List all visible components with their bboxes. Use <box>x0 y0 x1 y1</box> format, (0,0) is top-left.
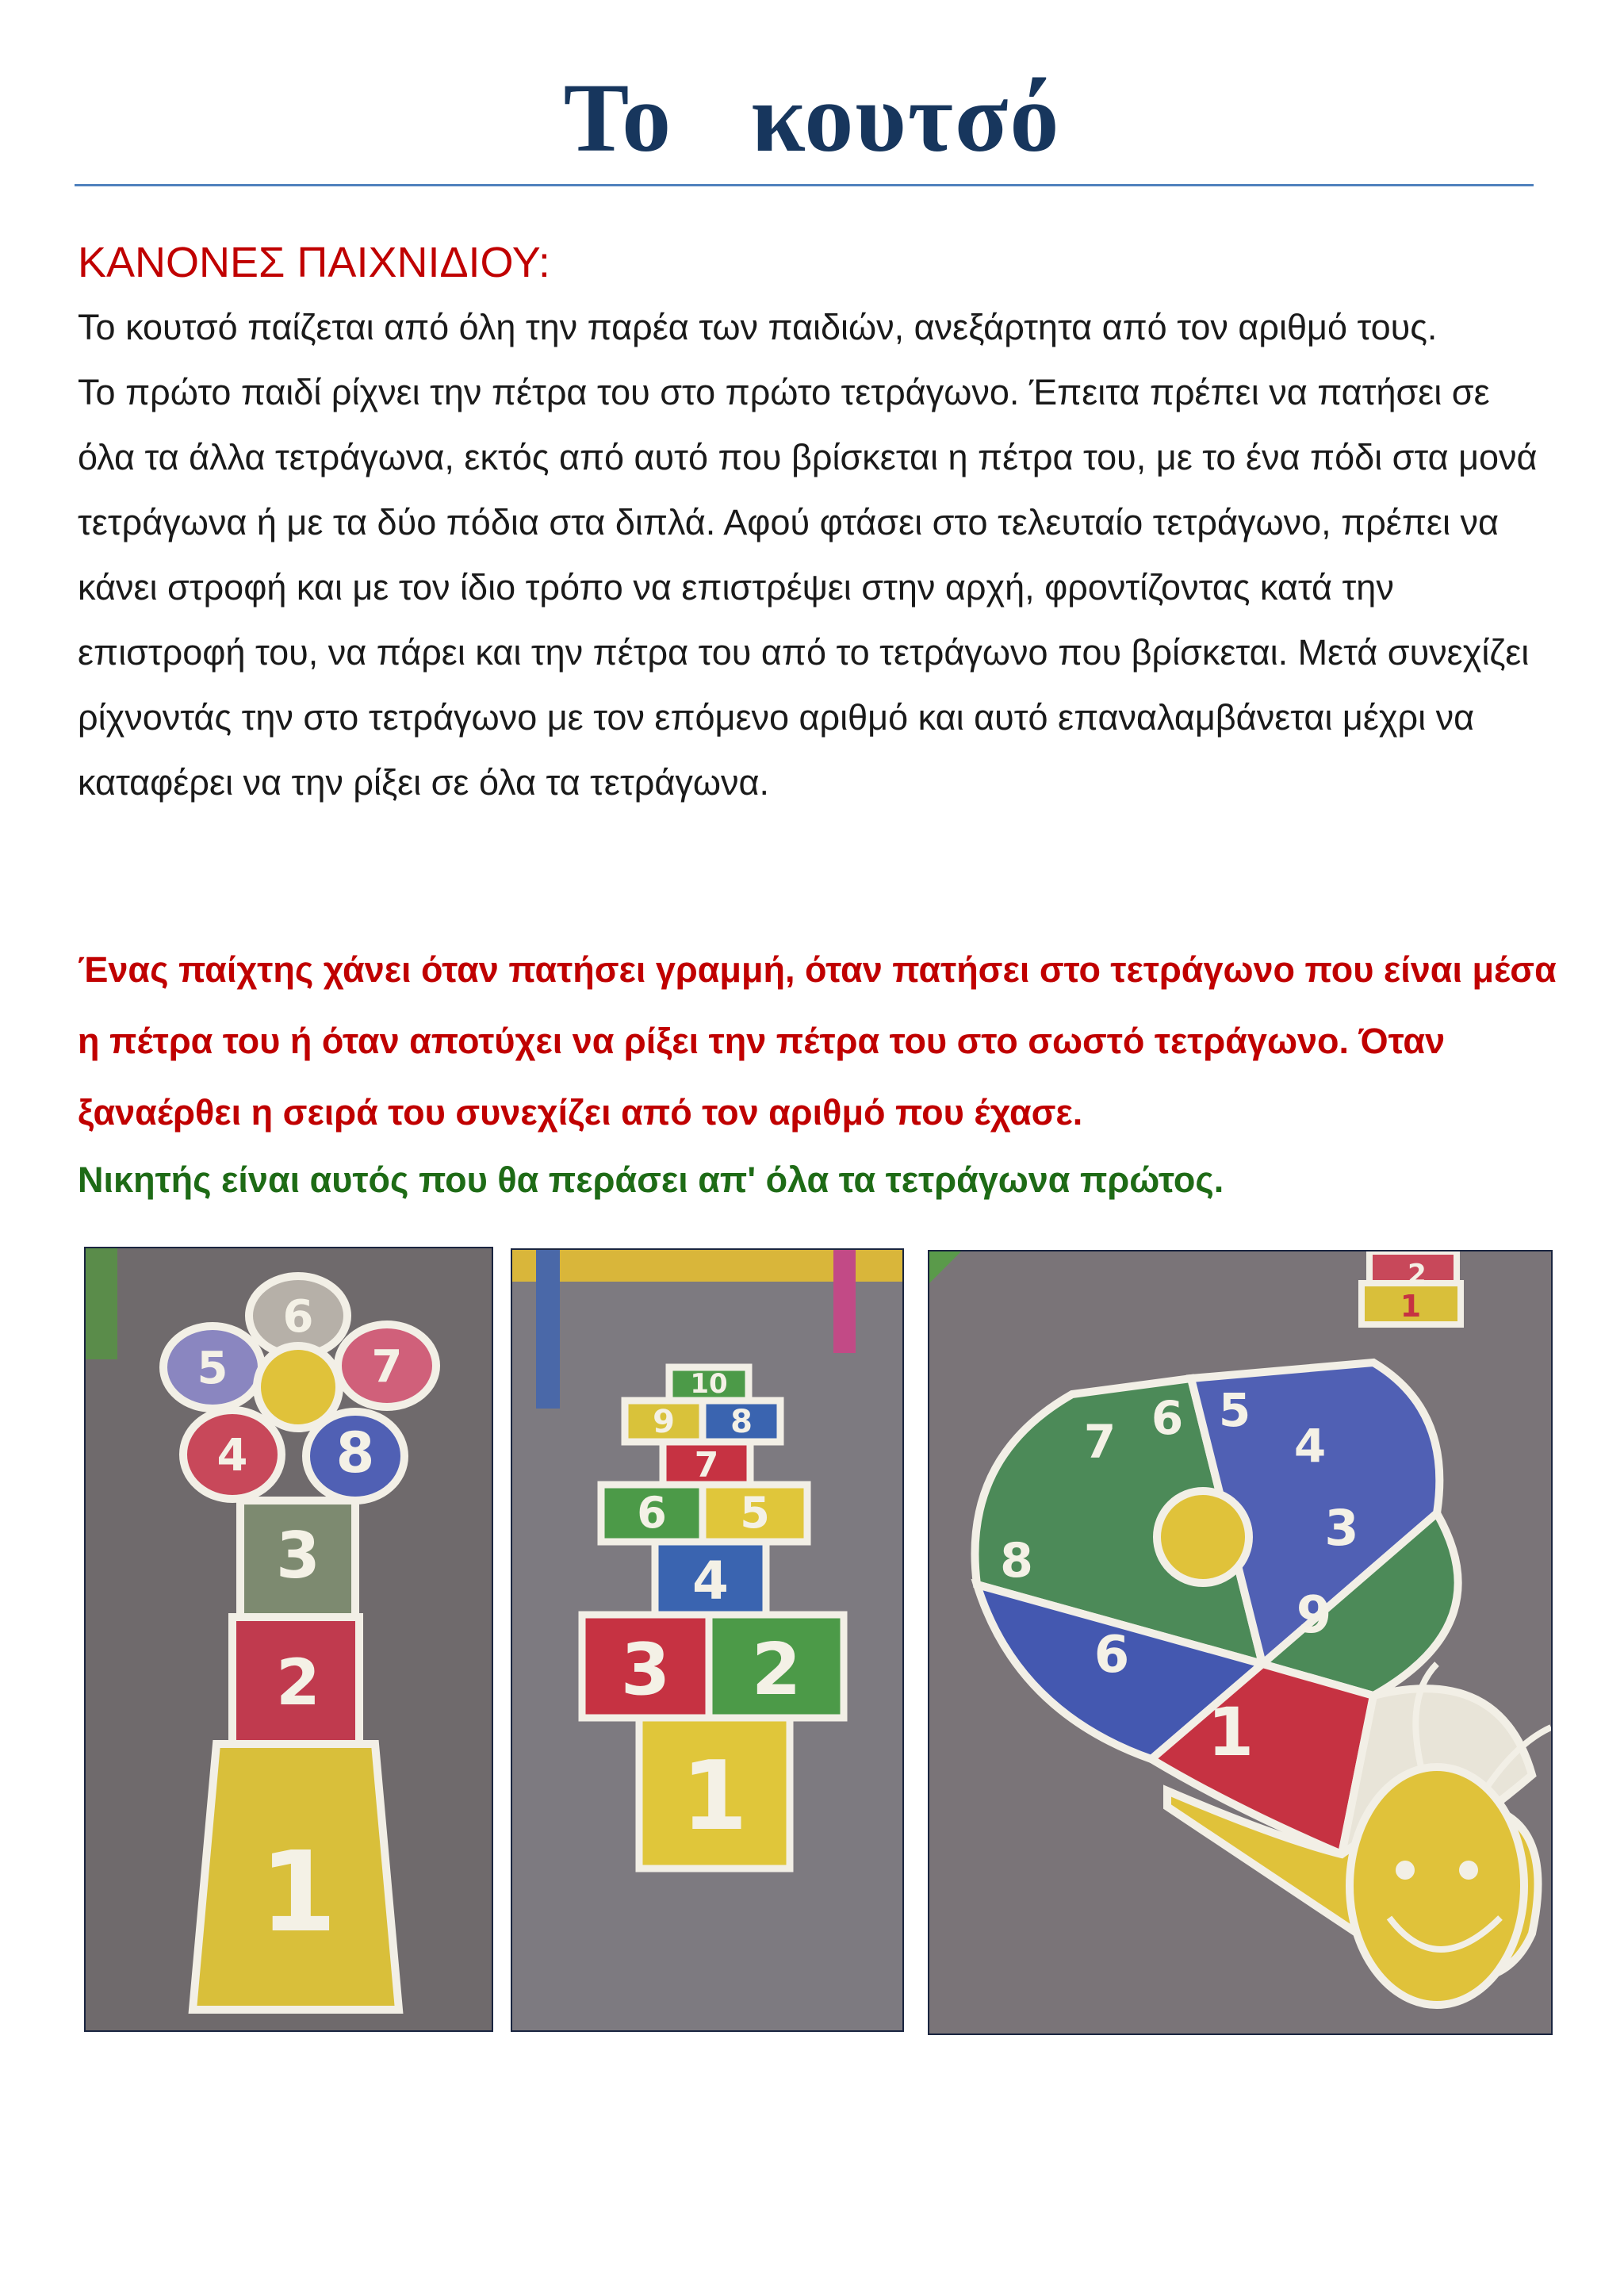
page-title: Το κουτσό <box>563 63 1061 172</box>
snail-digit: 9 <box>1296 1586 1332 1645</box>
snail-hopscotch-photo <box>928 1250 1553 2035</box>
ladder-digit: 7 <box>694 1445 719 1485</box>
section-heading: ΚΑΝΟΝΕΣ ΠΑΙΧΝΙΔΙΟΥ: <box>78 239 550 286</box>
ladder-digit: 2 <box>751 1628 802 1711</box>
snail-digit: 1 <box>1400 1289 1422 1324</box>
flower-digit: 2 <box>276 1646 320 1719</box>
ladder-digit: 6 <box>637 1488 667 1538</box>
flower-digit: 5 <box>197 1343 228 1394</box>
flower-digit: 7 <box>371 1341 403 1393</box>
snail-digit: 7 <box>1083 1415 1116 1469</box>
ladder-hopscotch-photo <box>511 1248 904 2032</box>
win-rule-paragraph: Νικητής είναι αυτός που θα περάσει απ' όλα τα τετράγωνα πρώτος. <box>78 1159 1224 1200</box>
ladder-digit: 10 <box>690 1368 728 1400</box>
snail-digit: 5 <box>1218 1383 1251 1437</box>
snail-digit: 8 <box>1000 1533 1033 1589</box>
flower-digit: 1 <box>259 1828 337 1957</box>
flower-hopscotch-photo <box>84 1247 493 2032</box>
rules-text <box>78 295 1553 815</box>
snail-digit: 4 <box>1293 1419 1327 1473</box>
flower-digit: 6 <box>282 1291 314 1343</box>
ladder-digit: 8 <box>730 1404 753 1440</box>
lose-rule-paragraph: Ένας παίχτης χάνει όταν πατήσει γραμμή, όταν πατήσει στο τετράγωνο που είναι μέσα η πέτρα του ή όταν αποτύχει να ρίξει την πέτρα του στο σωστό τετράγωνο. Όταν ξαναέρθει η σειρά του συνεχίζει από τον αριθμό που έχασε. <box>78 949 1557 1133</box>
flower-digit: 3 <box>276 1519 320 1593</box>
ladder-digit: 4 <box>692 1550 729 1612</box>
snail-digit: 6 <box>1094 1626 1130 1685</box>
intro-paragraph: Το κουτσό παίζεται από όλη την παρέα των παιδιών, ανεξάρτητα από τον αριθμό τους. <box>78 307 1438 347</box>
snail-digit: 2 <box>1408 1259 1427 1290</box>
ladder-digit: 1 <box>681 1742 748 1852</box>
snail-digit: 3 <box>1324 1499 1359 1557</box>
flower-digit: 8 <box>335 1420 375 1485</box>
snail-digit: 1 <box>1207 1693 1254 1771</box>
ladder-digit: 9 <box>653 1404 675 1440</box>
ladder-digit: 5 <box>740 1488 770 1538</box>
ladder-digit: 3 <box>620 1628 671 1711</box>
title-divider <box>75 184 1534 186</box>
rules-paragraph: Το πρώτο παιδί ρίχνει την πέτρα του στο πρώτο τετράγωνο. Έπειτα πρέπει να πατήσει σε όλα τα άλλα τετράγωνα, εκτός από αυτό που βρίσκεται η πέτρα του, με το ένα πόδι στα μονά τετράγωνα ή με τα δύο πόδια στα διπλά. Αφού φτάσει στο τελευταίο τετράγωνο, πρέπει να κάνει στροφή και με τον ίδιο τρόπο να επιστρέψει στην αρχή, φροντίζοντας κατά την επιστροφή του, να πάρει και την πέτρα του από το τετράγωνο που βρίσκεται. Μετά συνεχίζει ρίχνοντάς την στο τετράγωνο με τον επόμενο αριθμό και αυτό επαναλαμβάνεται μέχρι να καταφέρει να την ρίξει σε όλα τα τετράγωνα. <box>78 372 1538 803</box>
flower-digit: 4 <box>216 1430 248 1481</box>
snail-digit: 6 <box>1151 1391 1184 1445</box>
